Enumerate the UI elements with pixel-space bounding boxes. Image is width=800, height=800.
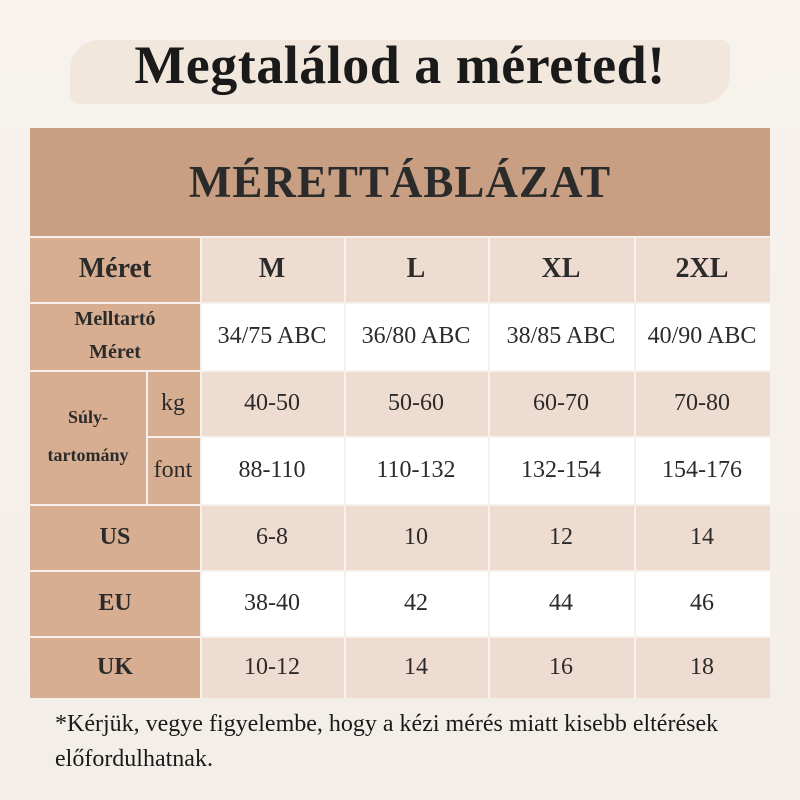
weight-label-line-1: Súly- [67,407,109,428]
vertical-divider-1 [200,236,202,698]
cell-us-l: 10 [344,504,488,570]
column-header-l: L [344,236,488,302]
bra-size-label-line-1: Melltartó [74,308,156,330]
cell-lb-2xl: 154-176 [634,436,770,504]
unit-kg-label: kg [146,370,200,436]
cell-us-2xl: 14 [634,504,770,570]
horizontal-divider-1 [30,236,770,238]
cell-us-xl: 12 [488,504,634,570]
horizontal-divider-weight [146,436,770,438]
cell-kg-xl: 60-70 [488,370,634,436]
cell-uk-2xl: 18 [634,636,770,698]
bra-size-label-line-2: Méret [89,341,141,363]
column-header-2xl: 2XL [634,236,770,302]
row-label-us: US [30,504,200,570]
vertical-divider-3 [488,236,490,698]
cell-eu-l: 42 [344,570,488,636]
cell-bra-xl: 38/85 ABC [488,302,634,370]
cell-kg-2xl: 70-80 [634,370,770,436]
cell-uk-l: 14 [344,636,488,698]
cell-us-m: 6-8 [200,504,344,570]
cell-eu-xl: 44 [488,570,634,636]
column-header-size: Méret [30,236,200,302]
cell-bra-m: 34/75 ABC [200,302,344,370]
chart-title: MÉRETTÁBLÁZAT [30,128,770,236]
vertical-divider-2 [344,236,346,698]
row-label-eu: EU [30,570,200,636]
cell-uk-m: 10-12 [200,636,344,698]
horizontal-divider-2 [30,302,770,304]
cell-lb-l: 110-132 [344,436,488,504]
cell-bra-l: 36/80 ABC [344,302,488,370]
horizontal-divider-6 [30,636,770,638]
cell-lb-xl: 132-154 [488,436,634,504]
vertical-divider-4 [634,236,636,698]
column-header-m: M [200,236,344,302]
size-chart-table [30,128,770,698]
horizontal-divider-3 [30,370,770,372]
cell-eu-2xl: 46 [634,570,770,636]
row-group-weight-range [30,370,146,504]
cell-kg-m: 40-50 [200,370,344,436]
cell-uk-xl: 16 [488,636,634,698]
row-label-bra-size [30,302,200,370]
cell-lb-m: 88-110 [200,436,344,504]
cell-eu-m: 38-40 [200,570,344,636]
horizontal-divider-4 [30,504,770,506]
horizontal-divider-5 [30,570,770,572]
column-header-xl: XL [488,236,634,302]
cell-kg-l: 50-60 [344,370,488,436]
weight-label-line-2: tartomány [47,445,129,465]
cell-bra-2xl: 40/90 ABC [634,302,770,370]
unit-font-label: font [146,436,200,504]
page-headline: Megtalálod a méreted! [134,35,666,95]
measurement-footnote: *Kérjük, vegye figyelembe, hogy a kézi mérés miatt kisebb eltérések előfordulhatnak. [55,711,719,772]
row-label-uk: UK [30,636,200,698]
